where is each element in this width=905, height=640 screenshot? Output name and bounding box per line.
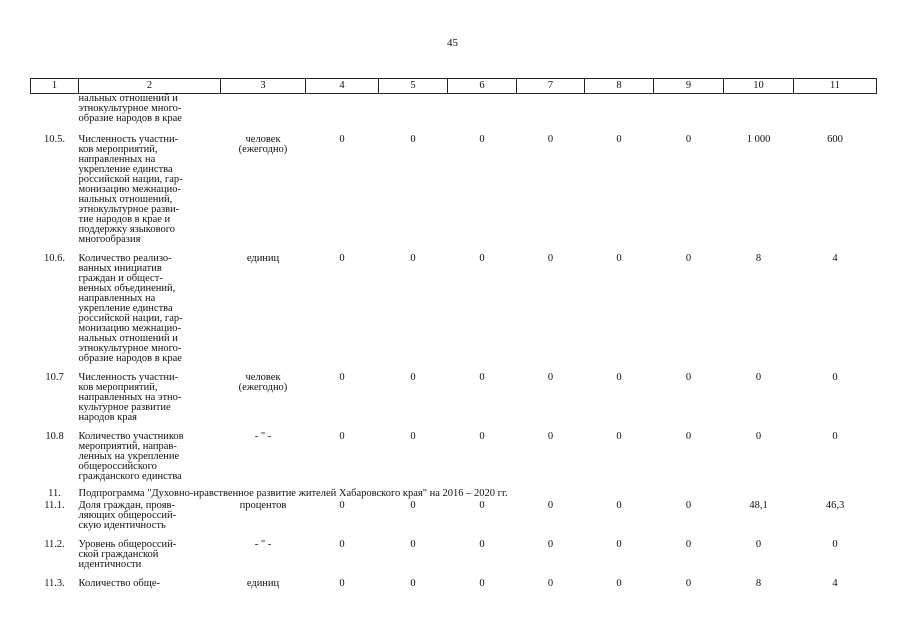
indicator-name-line: поддержку языкового [78, 224, 176, 235]
unit-cell [221, 133, 306, 252]
value-cell: 0 [479, 253, 485, 264]
column-header: 7 [517, 79, 585, 94]
value-cell: 0 [479, 134, 485, 145]
unit-line: человек [245, 372, 281, 383]
indicator-name-line: граждан и общест- [78, 273, 163, 284]
value-cell: 0 [685, 578, 692, 589]
column-header: 2 [79, 79, 221, 94]
indicator-name [79, 430, 221, 489]
value-cell: 0 [547, 372, 554, 383]
indicator-name [79, 577, 221, 596]
value-cell: 0 [339, 253, 345, 264]
column-header: 9 [654, 79, 724, 94]
indicator-name-line: тие народов в крае и [78, 214, 171, 225]
indicator-name-line: ванных инициатив [78, 263, 162, 274]
indicator-name-line: ков мероприятий, [78, 144, 158, 155]
value-cell: 0 [755, 372, 762, 383]
column-header: 6 [448, 79, 517, 94]
value-cell: 4 [832, 578, 838, 589]
indicator-name-line: Количество реализо- [78, 253, 172, 264]
indicators-table [30, 78, 877, 596]
unit-cell [221, 577, 306, 596]
indicator-name-line: направленных на [78, 293, 156, 304]
row-number: 10.5. [44, 134, 65, 145]
indicator-name-line: ской гражданской [78, 549, 159, 560]
column-header: 8 [585, 79, 654, 94]
value-cell: 0 [410, 372, 416, 383]
value-cell: 0 [410, 253, 416, 264]
value-cell: 0 [547, 500, 554, 511]
indicator-name-line: российской нации, гар- [78, 313, 183, 324]
value-cell: 0 [547, 134, 554, 145]
value-cell: 0 [547, 253, 554, 264]
indicator-name-line: российской нации, гар- [78, 174, 183, 185]
column-header: 5 [379, 79, 448, 94]
subprogram-title: Подпрограмма "Духовно-нравственное развитие жителей Хабаровского края" на 2016 – 2020 гг. [78, 488, 508, 499]
indicator-name-line: ленных на укрепление [78, 451, 180, 462]
value-cell: 0 [339, 372, 345, 383]
indicator-name-line: Доля граждан, прояв- [78, 500, 176, 511]
value-cell: 0 [685, 134, 692, 145]
indicator-name [79, 252, 221, 371]
value-cell: 0 [479, 500, 485, 511]
indicator-name-line: идентичности [78, 559, 142, 570]
value-cell: 0 [685, 431, 692, 442]
unit-line: единиц [246, 253, 280, 264]
unit-cell [221, 252, 306, 371]
value-cell: 0 [616, 372, 622, 383]
row-number: 11.1. [44, 500, 65, 511]
unit-line: - " - [254, 539, 272, 550]
unit-cell [221, 538, 306, 577]
row-number: 10.7 [45, 372, 64, 383]
column-header: 11 [794, 79, 877, 94]
indicator-name-line: этнокультурное разви- [78, 204, 180, 215]
row-number: 11.3. [44, 578, 65, 589]
value-cell: 4 [832, 253, 838, 264]
indicator-name-line: монизацию межнацио- [78, 323, 181, 334]
indicator-name [79, 371, 221, 430]
row-number: 11.2. [44, 539, 65, 550]
value-cell: 0 [616, 539, 622, 550]
indicator-name-line: скую идентичность [78, 520, 166, 531]
value-cell: 0 [339, 500, 345, 511]
unit-line: (ежегодно) [238, 144, 288, 155]
value-cell: 0 [616, 500, 622, 511]
value-cell: 0 [339, 578, 345, 589]
value-cell: 0 [410, 500, 416, 511]
indicator-name-line: нальных отношений и [78, 333, 178, 344]
value-cell: 0 [547, 431, 554, 442]
unit-line: человек [245, 134, 281, 145]
indicator-name-line: направленных на [78, 154, 156, 165]
value-cell: 0 [832, 539, 838, 550]
column-header: 3 [221, 79, 306, 94]
continuation-row [31, 94, 877, 134]
table-row [31, 133, 877, 252]
value-cell: 0 [832, 431, 838, 442]
indicator-name-line: ков мероприятий, [78, 382, 158, 393]
table-row [31, 577, 877, 596]
value-cell: 600 [827, 134, 843, 145]
table-row [31, 252, 877, 371]
value-cell: 0 [479, 372, 485, 383]
table-row [31, 371, 877, 430]
indicator-name [79, 499, 221, 538]
table-row [31, 499, 877, 538]
value-cell: 0 [339, 431, 345, 442]
indicator-name-line: венных объединений, [78, 283, 176, 294]
row-number: 10.6. [44, 253, 65, 264]
indicator-name-line: мероприятий, направ- [78, 441, 177, 452]
value-cell: 0 [547, 539, 554, 550]
indicator-name-line: общероссийского [78, 461, 157, 472]
value-cell: 0 [410, 578, 416, 589]
unit-line: (ежегодно) [238, 382, 288, 393]
indicator-name-line: укрепление единства [78, 303, 173, 314]
unit-line: единиц [246, 578, 280, 589]
value-cell: 8 [755, 253, 762, 264]
value-cell: 0 [685, 372, 692, 383]
unit-cell [221, 371, 306, 430]
table-row [31, 538, 877, 577]
indicator-name-line: Численность участни- [78, 372, 179, 383]
value-cell: 0 [685, 500, 692, 511]
indicator-name-line: направленных на этно- [78, 392, 182, 403]
value-cell: 0 [755, 431, 762, 442]
page-number: 45 [447, 37, 458, 49]
indicator-name-line: образие народов в крае [78, 353, 182, 364]
value-cell: 46,3 [825, 500, 845, 511]
indicator-name-line: монизацию межнацио- [78, 184, 181, 195]
continuation-text: нальных отношений и этнокультурное много- образие народов в крае [78, 93, 182, 124]
indicator-name-line: Уровень общероссий- [78, 539, 177, 550]
value-cell: 8 [755, 578, 762, 589]
value-cell: 1 000 [746, 134, 771, 145]
value-cell: 0 [616, 253, 622, 264]
indicator-name-line: этнокультурное много- [78, 343, 182, 354]
indicator-name-line: многообразия [78, 234, 141, 245]
value-cell: 0 [616, 431, 622, 442]
column-header: 4 [306, 79, 379, 94]
value-cell: 0 [410, 539, 416, 550]
unit-line: процентов [239, 500, 287, 511]
indicator-name-line: культурное развитие [78, 402, 171, 413]
indicator-name-line: народов края [78, 412, 137, 423]
indicator-name-line: ляющих общероссий- [78, 510, 177, 521]
value-cell: 0 [410, 134, 416, 145]
value-cell: 0 [755, 539, 762, 550]
unit-cell [221, 430, 306, 489]
value-cell: 0 [616, 578, 622, 589]
unit-line: - " - [254, 431, 272, 442]
subprogram-row [31, 489, 877, 499]
indicator-name-line: Количество участников [78, 431, 184, 442]
row-number: 11. [48, 488, 61, 499]
indicator-name [79, 538, 221, 577]
indicator-name-line: Численность участни- [78, 134, 179, 145]
column-header: 1 [31, 79, 79, 94]
value-cell: 0 [616, 134, 622, 145]
indicator-name [79, 133, 221, 252]
indicator-name-line: нальных отношений, [78, 194, 173, 205]
value-cell: 48,1 [749, 500, 768, 511]
value-cell: 0 [832, 372, 838, 383]
indicator-name-line: Количество обще- [78, 578, 160, 589]
value-cell: 0 [479, 539, 485, 550]
table-row [31, 430, 877, 489]
column-header: 10 [724, 79, 794, 94]
unit-cell [221, 499, 306, 538]
value-cell: 0 [339, 539, 345, 550]
value-cell: 0 [339, 134, 345, 145]
value-cell: 0 [547, 578, 554, 589]
value-cell: 0 [410, 431, 416, 442]
row-number: 10.8 [45, 431, 64, 442]
value-cell: 0 [479, 431, 485, 442]
header-row [31, 79, 877, 94]
value-cell: 0 [685, 253, 692, 264]
value-cell: 0 [479, 578, 485, 589]
indicator-name-line: гражданского единства [78, 471, 182, 482]
value-cell: 0 [685, 539, 692, 550]
indicator-name-line: укрепление единства [78, 164, 173, 175]
